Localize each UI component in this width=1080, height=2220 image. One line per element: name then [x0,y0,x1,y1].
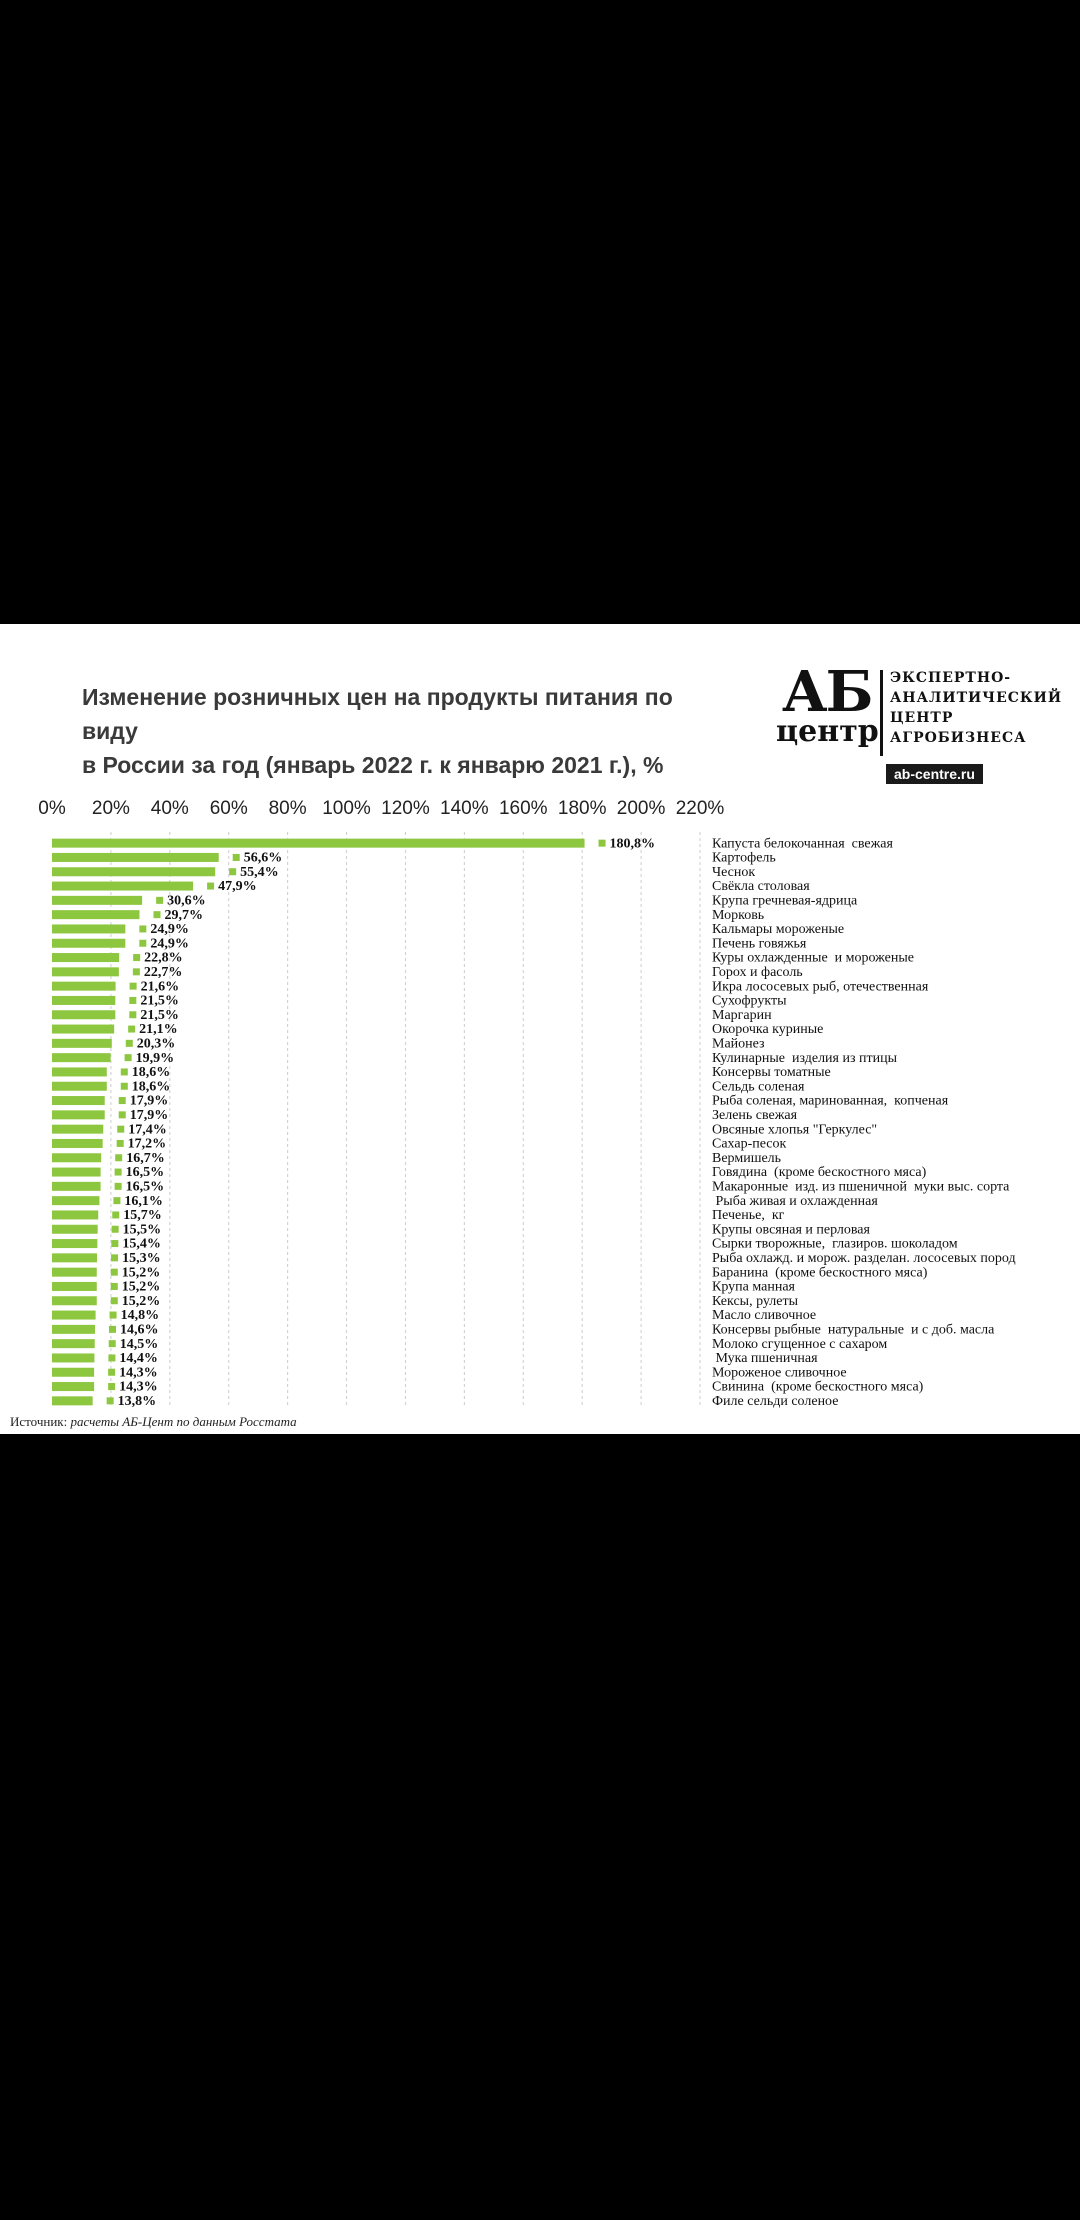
category-label: Крупа гречневая-ядрица [712,893,858,909]
category-label: Рыба соленая, маринованная, копченая [712,1093,949,1109]
value-label: 21,1% [139,1022,178,1038]
bar [52,1025,114,1034]
logo-caption-line: ЭКСПЕРТНО- [890,670,1012,686]
category-label: Кальмары мороженые [712,922,845,938]
value-marker [107,1397,114,1404]
value-label: 14,3% [119,1365,158,1381]
value-label: 24,9% [150,936,189,952]
value-marker [599,840,606,847]
value-label: 56,6% [243,850,283,866]
logo-site-link: ab-centre.ru [886,764,983,784]
bar [52,1182,101,1191]
value-label: 15,4% [122,1236,161,1252]
category-label: Крупа манная [712,1279,795,1295]
value-marker [139,940,146,947]
category-label: Маргарин [712,1007,772,1023]
value-label: 19,9% [135,1050,175,1066]
bar [52,1168,101,1177]
category-label: Овсяные хлопья "Геркулес" [712,1122,878,1138]
value-label: 14,6% [120,1322,159,1338]
chart-title: Изменение розничных цен на продукты питания по виду в России за год (январь 2022 г. к январю 2021 г.), % [82,684,673,778]
x-tick-label: 220% [675,798,725,819]
bar [52,882,193,891]
category-label: Сухофрукты [712,993,787,1009]
value-label: 55,4% [240,864,279,880]
value-marker [139,925,146,932]
value-marker [121,1083,128,1090]
value-marker [233,854,240,861]
x-tick-label: 100% [322,798,371,819]
value-marker [109,1326,116,1333]
category-label: Горох и фасоль [712,965,803,980]
bar [52,1082,107,1091]
value-label: 29,7% [164,907,203,923]
value-marker [112,1211,119,1218]
value-label: 21,5% [140,993,179,1009]
x-tick-label: 180% [557,798,607,819]
x-tick-label: 140% [440,798,489,819]
value-marker [108,1383,115,1390]
value-marker [115,1183,122,1190]
value-marker [115,1154,122,1161]
category-label: Масло сливочное [712,1308,817,1324]
value-marker [129,1011,136,1018]
value-marker [126,1040,133,1047]
category-label: Филе сельди соленое [712,1394,839,1409]
bar [52,1311,96,1320]
x-tick-label: 20% [91,798,130,819]
value-label: 16,1% [124,1193,163,1209]
value-marker [108,1354,115,1361]
category-label: Печень говяжья [712,936,807,952]
category-label: Чеснок [712,864,756,880]
bar [52,1053,111,1062]
value-label: 15,2% [121,1293,161,1309]
bar [52,1010,115,1019]
bar [52,1110,105,1119]
bar [52,1067,107,1076]
bar [52,939,125,948]
value-marker [130,983,137,990]
value-label: 16,7% [126,1150,165,1166]
category-label: Молоко сгущенное с сахаром [712,1336,888,1352]
category-label: Куры охлажденные и мороженые [712,950,914,966]
category-label: Картофель [712,850,776,866]
bar [52,924,125,933]
value-label: 22,7% [143,965,183,980]
value-label: 15,5% [122,1222,162,1238]
category-label: Вермишель [712,1150,782,1166]
bar [52,1125,103,1134]
category-label: Сахар-песок [712,1136,787,1152]
category-label: Рыба живая и охлажденная [712,1193,878,1209]
category-label: Сырки творожные, глазиров. шоколадом [712,1236,958,1252]
value-marker [111,1283,118,1290]
value-marker [111,1269,118,1276]
category-label: Печенье, кг [712,1208,785,1224]
value-label: 17,2% [127,1136,167,1152]
bar [52,1296,97,1305]
category-label: Майонез [712,1036,765,1052]
value-label: 18,6% [131,1079,171,1095]
logo-caption [890,668,1062,748]
category-label: Консервы рыбные натуральные и с доб. масла [712,1322,995,1338]
x-tick-label: 200% [616,798,666,819]
category-label: Зелень свежая [712,1108,798,1123]
x-tick-label: 60% [209,798,248,819]
category-label: Сельдь соленая [712,1079,805,1095]
category-label: Говядина (кроме бескостного мяса) [712,1165,927,1181]
value-label: 15,2% [121,1265,161,1281]
category-label: Свинина (кроме бескостного мяса) [712,1379,924,1395]
category-label: Свёкла столовая [712,879,810,895]
value-label: 15,7% [123,1208,162,1224]
logo-caption-line: АГРОБИЗНЕСА [890,730,1027,746]
bar [52,1039,112,1048]
bar [52,839,585,848]
bar [52,1396,93,1405]
value-label: 16,5% [125,1179,165,1195]
value-label: 47,9% [218,879,257,895]
value-label: 22,8% [144,950,183,966]
category-label: Кулинарные изделия из птицы [712,1050,898,1066]
category-label: Баранина (кроме бескостного мяса) [712,1265,928,1281]
logo-ab-text: АБ [782,659,872,725]
ab-centre-logo [776,659,1063,784]
value-marker [128,1026,135,1033]
value-label: 21,5% [140,1007,179,1023]
logo-caption-line: ЦЕНТР [890,710,954,726]
chart-panel [0,624,1080,1434]
category-label: Морковь [712,907,765,923]
bar [52,1353,94,1362]
bar [52,1239,97,1248]
bar [52,1268,97,1277]
value-marker [156,897,163,904]
bar [52,853,219,862]
logo-caption-line: АНАЛИТИЧЕСКИЙ [890,690,1063,706]
value-label: 17,9% [129,1108,169,1123]
bar [52,1382,94,1391]
value-marker [133,954,140,961]
value-label: 30,6% [167,893,206,909]
category-label: Крупы овсяная и перловая [712,1222,870,1238]
category-label: Мука пшеничная [712,1351,818,1367]
category-label: Капуста белокочанная свежая [712,836,893,852]
value-label: 14,5% [119,1336,159,1352]
value-marker [119,1097,126,1104]
category-label: Консервы томатные [712,1065,831,1081]
value-marker [113,1197,120,1204]
value-label: 180,8% [609,836,656,852]
bar [52,1368,94,1377]
category-label: Окорочка куриные [712,1022,824,1038]
bar [52,1153,101,1162]
value-label: 13,8% [117,1394,157,1409]
x-tick-label: 80% [268,798,307,819]
category-label: Макаронные изд. из пшеничной муки выс. сорта [712,1179,1010,1195]
value-label: 16,5% [125,1165,165,1181]
value-marker [110,1312,117,1319]
value-marker [121,1068,128,1075]
bar [52,1339,95,1348]
x-tick-label: 0% [38,798,66,819]
bar [52,967,119,976]
value-marker [129,997,136,1004]
category-label: Мороженое сливочное [712,1365,847,1381]
value-marker [115,1169,122,1176]
value-marker [133,968,140,975]
x-tick-label: 40% [150,798,189,819]
bar [52,1139,103,1148]
value-label: 20,3% [136,1036,176,1052]
value-marker [119,1111,126,1118]
source-text: расчеты АБ-Цент по данным Росстата [70,1414,297,1429]
value-label: 15,2% [121,1279,161,1295]
value-label: 24,9% [150,922,189,938]
category-label: Кексы, рулеты [712,1293,799,1309]
bar [52,1325,95,1334]
bar [52,1210,98,1219]
bar [52,1253,97,1262]
value-marker [112,1226,119,1233]
x-tick-label: 160% [498,798,548,819]
value-marker [117,1140,124,1147]
value-marker [111,1254,118,1261]
bar [52,996,115,1005]
value-marker [125,1054,132,1061]
value-marker [109,1340,116,1347]
bar [52,1096,105,1105]
logo-centr-text: центр [776,714,879,749]
bar [52,896,142,905]
value-marker [117,1126,124,1133]
value-marker [153,911,160,918]
value-label: 14,4% [119,1351,158,1367]
value-label: 18,6% [131,1065,171,1081]
value-marker [108,1369,115,1376]
value-label: 17,9% [129,1093,169,1109]
category-label: Икра лососевых рыб, отечественная [712,979,929,995]
bar [52,1282,97,1291]
bar [52,867,215,876]
bar [52,982,116,991]
value-label: 21,6% [140,979,180,995]
value-label: 14,3% [119,1379,158,1395]
category-label: Рыба охлажд. и морож. разделан. лососевых пород [712,1251,1016,1266]
bar [52,953,119,962]
value-marker [207,883,214,890]
logo-divider [880,670,883,756]
x-tick-label: 120% [381,798,430,819]
bar [52,1196,99,1205]
value-marker [111,1297,118,1304]
bar [52,910,139,919]
source-note [10,1414,297,1430]
value-marker [111,1240,118,1247]
bar-chart [0,794,1080,1414]
value-label: 17,4% [128,1122,167,1138]
value-label: 15,3% [122,1251,161,1266]
bar [52,1225,98,1234]
source-label: Источник: [10,1414,68,1429]
value-marker [229,868,236,875]
value-label: 14,8% [120,1308,160,1324]
